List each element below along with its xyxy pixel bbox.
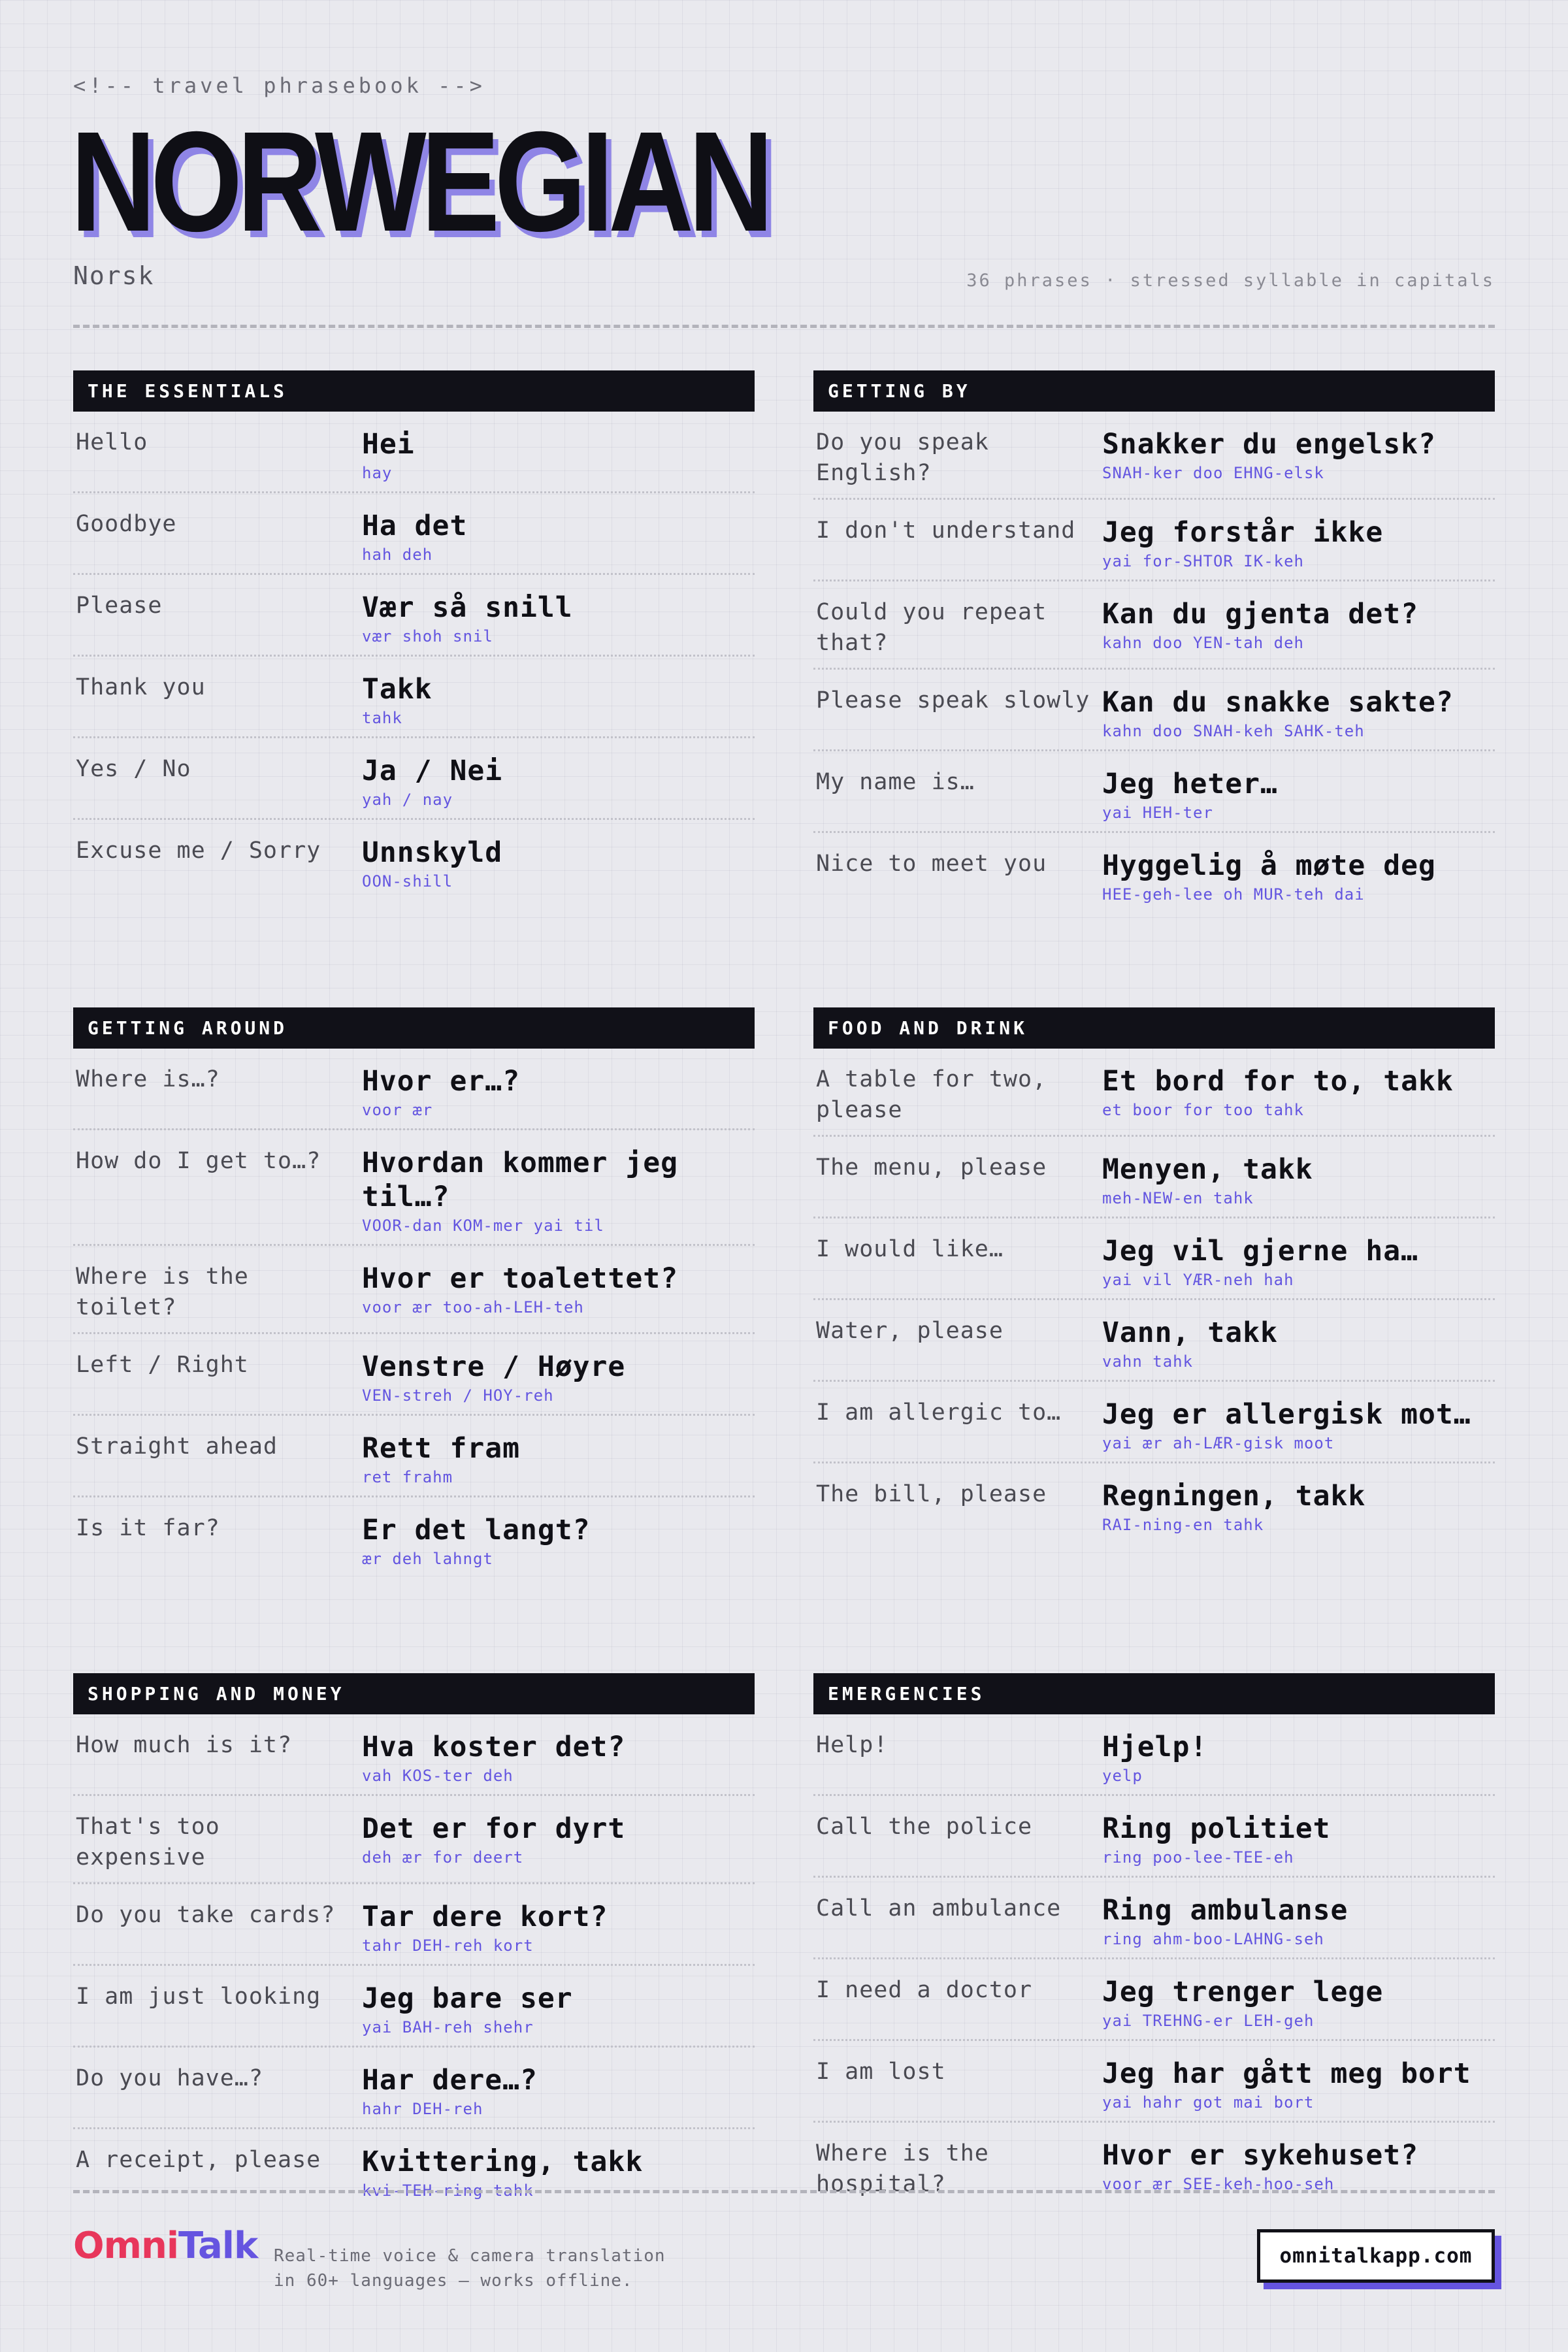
phrase-row: [813, 1714, 1495, 1796]
phrase-pronunciation: hay: [362, 464, 393, 482]
phrase-list: [813, 1049, 1495, 1543]
phrase-norwegian: Jeg trenger lege: [1102, 1976, 1384, 2008]
phrase-row: [73, 2129, 755, 2209]
phrase-english: That's too expensive: [76, 1814, 220, 1870]
phrase-english: Hello: [76, 429, 148, 455]
phrase-english: Could you repeat that?: [816, 599, 1047, 656]
section-heading: FOOD AND DRINK: [813, 1007, 1495, 1049]
phrase-norwegian: Hvor er toalettet?: [362, 1262, 678, 1295]
phrase-pronunciation: vah KOS-ter deh: [362, 1767, 514, 1785]
phrase-row: [73, 412, 755, 493]
phrase-english: Nice to meet you: [816, 851, 1047, 877]
phrase-row: [73, 1416, 755, 1497]
phrase-list: [73, 1049, 755, 1577]
phrase-row: [73, 1884, 755, 1966]
brand-tagline: [274, 2244, 666, 2293]
phrase-english: The menu, please: [816, 1154, 1047, 1181]
phrase-english: Help!: [816, 1732, 889, 1758]
phrase-row: [73, 1049, 755, 1130]
phrase-pronunciation: kvi-TEH-ring tahk: [362, 2181, 534, 2200]
phrase-row: [813, 1137, 1495, 1218]
phrase-pronunciation: voor ær too-ah-LEH-teh: [362, 1298, 584, 1316]
phrase-row: [813, 1300, 1495, 1382]
phrase-pronunciation: meh-NEW-en tahk: [1102, 1189, 1254, 1207]
phrase-norwegian: Jeg forstår ikke: [1102, 516, 1384, 549]
phrase-translation-group: [362, 1730, 755, 1785]
phrase-translation-group: [1102, 1064, 1495, 1126]
phrase-translation-group: [1102, 767, 1495, 822]
phrase-row: [813, 412, 1495, 500]
phrase-row: [813, 500, 1495, 581]
phrase-translation-group: [362, 1900, 755, 1955]
phrase-pronunciation: ring ahm-boo-LAHNG-seh: [1102, 1930, 1324, 1948]
phrase-pronunciation: kahn doo YEN-tah deh: [1102, 634, 1304, 652]
phrase-row: [73, 1246, 755, 1334]
brand-logo-part1: Omni: [73, 2225, 179, 2267]
phrase-english: Where is the hospital?: [816, 2140, 989, 2197]
phrase-row: [813, 1382, 1495, 1463]
section-emergencies: [813, 1673, 1495, 2209]
phrase-row: [73, 575, 755, 657]
phrase-pronunciation: ring poo-lee-TEE-eh: [1102, 1848, 1294, 1867]
phrase-translation-group: [1102, 1812, 1495, 1867]
tagline-line-1: Real-time voice & camera translation: [274, 2246, 666, 2266]
phrase-norwegian: Hyggelig å møte deg: [1102, 849, 1436, 882]
phrase-english: Yes / No: [76, 756, 191, 782]
phrase-norwegian: Snakker du engelsk?: [1102, 428, 1436, 461]
phrase-row: [813, 833, 1495, 913]
phrase-english: Where is…?: [76, 1066, 220, 1092]
phrase-pronunciation: yai hahr got mai bort: [1102, 2093, 1315, 2112]
phrase-list: [73, 1714, 755, 2209]
phrase-norwegian: Regningen, takk: [1102, 1480, 1366, 1512]
phrase-translation-group: [1102, 515, 1495, 570]
phrase-norwegian: Hjelp!: [1102, 1731, 1208, 1763]
phrase-pronunciation: voor ær: [362, 1101, 433, 1119]
phrase-norwegian: Tar dere kort?: [362, 1901, 608, 1933]
phrase-pronunciation: yai BAH-reh shehr: [362, 2018, 534, 2036]
phrase-english: A table for two, please: [816, 1066, 1047, 1123]
phrase-norwegian: Det er for dyrt: [362, 1812, 626, 1845]
section-heading: GETTING AROUND: [73, 1007, 755, 1049]
phrase-row: [73, 657, 755, 738]
phrase-norwegian: Jeg er allergisk mot…: [1102, 1398, 1471, 1431]
phrase-translation-group: [362, 1064, 755, 1119]
phrase-row: [813, 2041, 1495, 2123]
phrase-translation-group: [1102, 849, 1495, 904]
phrase-row: [813, 1878, 1495, 1959]
phrase-english: Water, please: [816, 1318, 1004, 1344]
phrase-row: [813, 1463, 1495, 1543]
phrase-translation-group: [362, 1350, 755, 1405]
section-heading: EMERGENCIES: [813, 1673, 1495, 1714]
phrase-pronunciation: VOOR-dan KOM-mer yai til: [362, 1217, 604, 1235]
phrase-translation-group: [362, 1146, 755, 1235]
phrase-norwegian: Ring politiet: [1102, 1812, 1331, 1845]
phrase-norwegian: Kan du snakke sakte?: [1102, 686, 1454, 719]
phrase-pronunciation: OON-shill: [362, 872, 453, 890]
phrase-translation-group: [1102, 1234, 1495, 1289]
phrase-norwegian: Hva koster det?: [362, 1731, 626, 1763]
phrase-pronunciation: HEE-geh-lee oh MUR-teh dai: [1102, 885, 1365, 904]
phrase-translation-group: [362, 754, 755, 809]
phrase-row: [813, 1959, 1495, 2041]
native-language-name: Norsk: [73, 261, 155, 290]
phrase-list: [73, 412, 755, 900]
phrase-norwegian: Jeg heter…: [1102, 768, 1278, 800]
header-comment: <!-- travel phrasebook -->: [73, 73, 485, 98]
phrase-row: [813, 670, 1495, 751]
phrase-english: Is it far?: [76, 1515, 220, 1541]
phrase-english: Call an ambulance: [816, 1895, 1062, 1921]
phrase-english: I am allergic to…: [816, 1399, 1062, 1426]
phrase-norwegian: Unnskyld: [362, 836, 503, 869]
phrasebook-page: [73, 0, 1495, 2352]
phrase-pronunciation: yah / nay: [362, 791, 453, 809]
phrase-norwegian: Hvor er sykehuset?: [1102, 2139, 1418, 2172]
phrase-translation-group: [1102, 1397, 1495, 1452]
section-heading: SHOPPING AND MONEY: [73, 1673, 755, 1714]
phrase-english: Goodbye: [76, 511, 177, 537]
phrase-translation-group: [362, 2063, 755, 2118]
phrase-row: [73, 1334, 755, 1416]
phrase-row: [813, 2123, 1495, 2209]
phrase-pronunciation: tahr DEH-reh kort: [362, 1936, 534, 1955]
phrase-translation-group: [362, 836, 755, 890]
phrase-row: [813, 1049, 1495, 1137]
phrase-translation-group: [362, 1431, 755, 1486]
phrase-row: [73, 1497, 755, 1577]
phrase-norwegian: Hei: [362, 428, 415, 461]
phrase-english: I am lost: [816, 2059, 946, 2085]
phrase-norwegian: Menyen, takk: [1102, 1153, 1313, 1186]
brand-logo-part2: Talk: [178, 2225, 258, 2267]
phrase-pronunciation: yai TREHNG-er LEH-geh: [1102, 2012, 1315, 2030]
phrase-pronunciation: yai HEH-ter: [1102, 804, 1213, 822]
phrase-row: [813, 751, 1495, 833]
phrase-translation-group: [1102, 1893, 1495, 1948]
phrase-pronunciation: voor ær SEE-keh-hoo-seh: [1102, 2175, 1335, 2193]
phrase-norwegian: Hvordan kommer jeg til…?: [362, 1147, 678, 1213]
phrase-translation-group: [1102, 1730, 1495, 1785]
phrase-english: I don't understand: [816, 517, 1076, 544]
phrase-translation-group: [362, 1513, 755, 1568]
phrase-translation-group: [1102, 1975, 1495, 2030]
phrase-row: [73, 738, 755, 820]
phrase-translation-group: [362, 672, 755, 727]
phrase-english: How do I get to…?: [76, 1148, 321, 1174]
phrase-english: Excuse me / Sorry: [76, 838, 321, 864]
phrase-translation-group: [1102, 2057, 1495, 2112]
tagline-line-2: in 60+ languages — works offline.: [274, 2271, 633, 2291]
phrase-pronunciation: hahr DEH-reh: [362, 2100, 483, 2118]
phrase-translation-group: [362, 591, 755, 645]
phrase-pronunciation: yai vil YÆR-neh hah: [1102, 1271, 1294, 1289]
phrase-english: Left / Right: [76, 1352, 249, 1378]
section-essentials: [73, 370, 755, 900]
phrase-row: [73, 2048, 755, 2129]
section-getting-by: [813, 370, 1495, 913]
phrase-pronunciation: vahn tahk: [1102, 1352, 1194, 1371]
brand-logo: [73, 2225, 257, 2267]
section-shopping-and-money: [73, 1673, 755, 2209]
phrase-norwegian: Er det langt?: [362, 1514, 591, 1546]
phrase-translation-group: [362, 1982, 755, 2036]
phrase-pronunciation: ær deh lahngt: [362, 1550, 493, 1568]
phrase-translation-group: [1102, 685, 1495, 740]
phrase-pronunciation: hah deh: [362, 546, 433, 564]
phrase-norwegian: Jeg vil gjerne ha…: [1102, 1235, 1418, 1267]
phrase-pronunciation: SNAH-ker doo EHNG-elsk: [1102, 464, 1324, 482]
phrase-english: Thank you: [76, 674, 206, 700]
phrase-row: [73, 1796, 755, 1884]
phrase-english: Where is the toilet?: [76, 1264, 249, 1320]
page-title: NORWEGIAN: [71, 103, 768, 261]
footer-divider: [73, 2190, 1495, 2193]
phrase-list: [813, 412, 1495, 913]
phrase-english: The bill, please: [816, 1481, 1047, 1507]
phrase-norwegian: Venstre / Høyre: [362, 1350, 626, 1383]
phrase-row: [73, 1130, 755, 1246]
phrase-norwegian: Vær så snill: [362, 591, 573, 624]
phrase-english: I am just looking: [76, 1984, 321, 2010]
phrase-norwegian: Vann, takk: [1102, 1316, 1278, 1349]
phrase-english: Please: [76, 593, 163, 619]
phrase-norwegian: Kvittering, takk: [362, 2146, 644, 2178]
phrase-translation-group: [1102, 1316, 1495, 1371]
phrase-english: Do you take cards?: [76, 1902, 336, 1928]
phrase-pronunciation: ret frahm: [362, 1468, 453, 1486]
phrase-norwegian: Har dere…?: [362, 2064, 538, 2097]
phrase-english: Call the police: [816, 1814, 1033, 1840]
phrase-english: A receipt, please: [76, 2147, 321, 2173]
phrase-pronunciation: yai ær ah-LÆR-gisk moot: [1102, 1434, 1335, 1452]
phrase-pronunciation: yelp: [1102, 1767, 1143, 1785]
phrase-norwegian: Takk: [362, 673, 433, 706]
phrase-translation-group: [362, 427, 755, 482]
phrase-translation-group: [362, 1262, 755, 1323]
phrase-list: [813, 1714, 1495, 2209]
phrase-row: [73, 1966, 755, 2048]
phrase-english: How much is it?: [76, 1732, 293, 1758]
phrase-translation-group: [1102, 1479, 1495, 1534]
phrase-row: [813, 1796, 1495, 1878]
phrase-row: [813, 581, 1495, 670]
phrase-pronunciation: RAI-ning-en tahk: [1102, 1516, 1264, 1534]
phrase-norwegian: Rett fram: [362, 1432, 520, 1465]
phrase-english: I would like…: [816, 1236, 1004, 1262]
phrase-translation-group: [1102, 597, 1495, 659]
section-heading: GETTING BY: [813, 370, 1495, 412]
phrase-english: Please speak slowly: [816, 687, 1090, 713]
phrase-row: [73, 820, 755, 900]
section-heading: THE ESSENTIALS: [73, 370, 755, 412]
phrase-english: Do you have…?: [76, 2065, 263, 2091]
phrase-english: Do you speak English?: [816, 429, 989, 486]
phrase-pronunciation: et boor for too tahk: [1102, 1101, 1304, 1119]
phrase-english: I need a doctor: [816, 1977, 1033, 2003]
phrase-norwegian: Kan du gjenta det?: [1102, 598, 1418, 630]
phrase-pronunciation: yai for-SHTOR IK-keh: [1102, 552, 1304, 570]
phrase-norwegian: Ja / Nei: [362, 755, 503, 787]
phrase-pronunciation: tahk: [362, 709, 402, 727]
phrase-english: My name is…: [816, 769, 975, 795]
phrase-norwegian: Ring ambulanse: [1102, 1894, 1348, 1927]
phrase-row: [813, 1218, 1495, 1300]
phrase-row: [73, 1714, 755, 1796]
phrase-translation-group: [1102, 427, 1495, 489]
website-link-button[interactable]: omnitalkapp.com: [1257, 2229, 1495, 2283]
phrase-translation-group: [362, 509, 755, 564]
phrase-count-meta: 36 phrases · stressed syllable in capitals: [966, 270, 1495, 291]
phrase-english: Straight ahead: [76, 1433, 278, 1460]
header-divider: [73, 325, 1495, 328]
phrase-pronunciation: kahn doo SNAH-keh SAHK-teh: [1102, 722, 1365, 740]
phrase-norwegian: Ha det: [362, 510, 468, 542]
phrase-pronunciation: deh ær for deert: [362, 1848, 524, 1867]
phrase-translation-group: [1102, 1152, 1495, 1207]
phrase-norwegian: Jeg bare ser: [362, 1982, 573, 2015]
phrase-pronunciation: VEN-streh / HOY-reh: [362, 1386, 554, 1405]
section-food-and-drink: [813, 1007, 1495, 1543]
phrase-pronunciation: vær shoh snil: [362, 627, 493, 645]
section-getting-around: [73, 1007, 755, 1577]
phrase-norwegian: Hvor er…?: [362, 1065, 520, 1098]
phrase-row: [73, 493, 755, 575]
phrase-translation-group: [362, 1812, 755, 1873]
phrase-norwegian: Et bord for to, takk: [1102, 1065, 1454, 1098]
phrase-norwegian: Jeg har gått meg bort: [1102, 2057, 1471, 2090]
